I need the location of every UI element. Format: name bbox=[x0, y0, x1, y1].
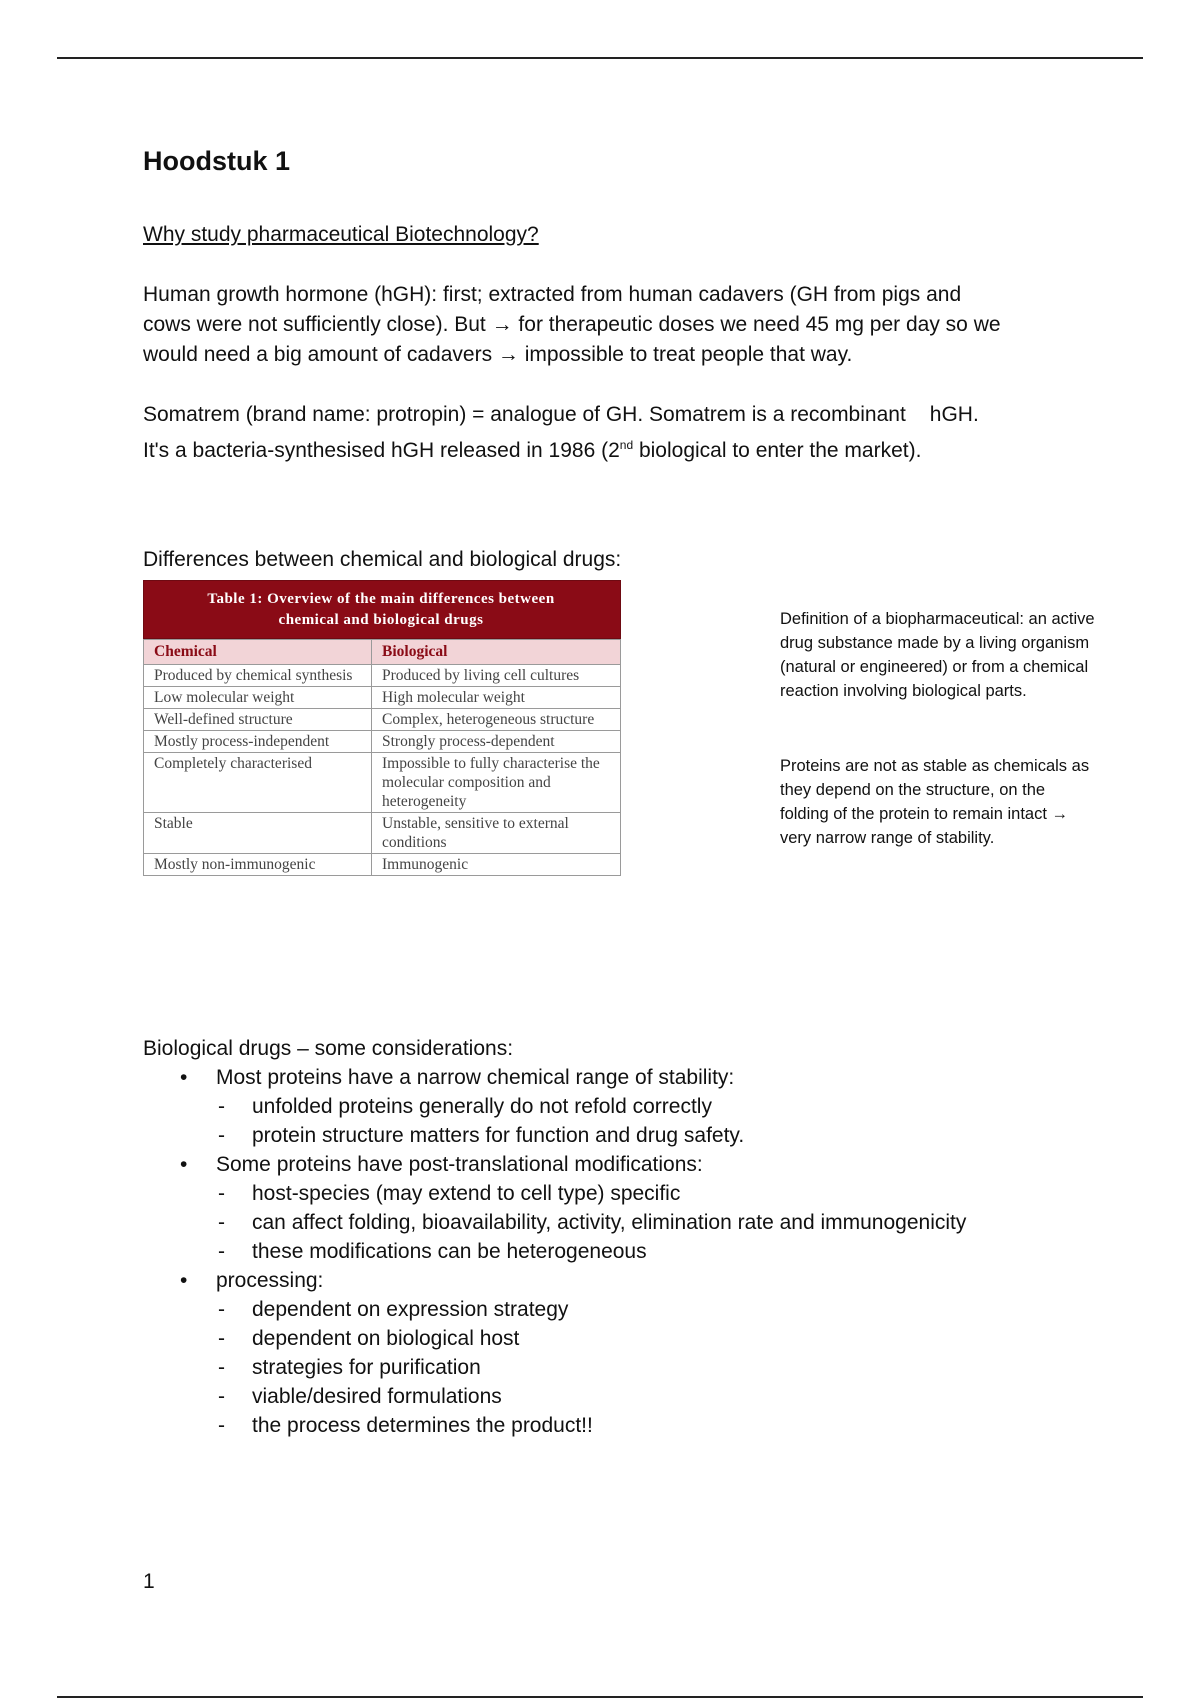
dash-icon: - bbox=[218, 1211, 225, 1234]
table-cell: Impossible to fully characterise the molecular composition and heterogeneity bbox=[372, 753, 621, 813]
list-item-label: Some proteins have post-translational modifications: bbox=[216, 1153, 703, 1176]
comparison-table-figure bbox=[143, 580, 621, 876]
sub-list-item bbox=[216, 1092, 966, 1121]
paragraph-text: hGH. bbox=[929, 403, 979, 426]
note-line: they depend on the structure, on the bbox=[780, 781, 1046, 799]
column-header-chemical: Chemical bbox=[144, 640, 372, 665]
table-row bbox=[144, 753, 621, 813]
considerations-section bbox=[143, 1034, 966, 1440]
sub-list-item bbox=[216, 1324, 966, 1353]
note-line: Proteins are not as stable as chemicals as bbox=[780, 757, 1090, 775]
sub-list-item-label: protein structure matters for function and drug safety. bbox=[252, 1124, 745, 1147]
paragraph-text: It's a bacteria-synthesised hGH released in 1986 (2 bbox=[143, 439, 620, 462]
biopharmaceutical-definition-note bbox=[780, 607, 1160, 703]
table-header-row bbox=[144, 640, 621, 665]
table-cell: Produced by chemical synthesis bbox=[144, 665, 372, 687]
dash-icon: - bbox=[218, 1182, 225, 1205]
sub-list-item bbox=[216, 1353, 966, 1382]
dash-icon: - bbox=[218, 1385, 225, 1408]
sub-list-item-label: dependent on expression strategy bbox=[252, 1298, 569, 1321]
table-row bbox=[144, 731, 621, 753]
table-cell: Completely characterised bbox=[144, 753, 372, 813]
paragraph-line bbox=[143, 430, 1083, 466]
table-cell: Complex, heterogeneous structure bbox=[372, 709, 621, 731]
table-cell: Well-defined structure bbox=[144, 709, 372, 731]
list-item bbox=[143, 1150, 966, 1266]
sub-list-item-label: viable/desired formulations bbox=[252, 1385, 502, 1408]
column-header-biological: Biological bbox=[372, 640, 621, 665]
paragraph-text: Somatrem (brand name: protropin) = analogue of GH. Somatrem is a recombinant bbox=[143, 403, 906, 426]
sub-list-item-label: the process determines the product!! bbox=[252, 1414, 593, 1437]
table-cell: Unstable, sensitive to external conditions bbox=[372, 813, 621, 854]
table-cell: Mostly non-immunogenic bbox=[144, 854, 372, 876]
sub-list-item-label: unfolded proteins generally do not refold correctly bbox=[252, 1095, 712, 1118]
table-caption bbox=[143, 580, 621, 639]
bottom-rule bbox=[57, 1696, 1143, 1698]
paragraph-text: biological to enter the market). bbox=[633, 439, 922, 462]
table-row bbox=[144, 709, 621, 731]
hgh-paragraph bbox=[143, 280, 1083, 370]
sub-list-item bbox=[216, 1179, 966, 1208]
sub-list-item bbox=[216, 1295, 966, 1324]
sub-list-item bbox=[216, 1208, 966, 1237]
note-line: Definition of a biopharmaceutical: an active bbox=[780, 610, 1095, 628]
comparison-table bbox=[143, 639, 621, 876]
sub-list-item-label: dependent on biological host bbox=[252, 1327, 520, 1350]
paragraph-line: cows were not sufficiently close). But → for therapeutic doses we need 45 mg per day so we bbox=[143, 313, 1001, 336]
protein-stability-note bbox=[780, 754, 1160, 850]
table-row bbox=[144, 813, 621, 854]
differences-label: Differences between chemical and biological drugs: bbox=[143, 548, 622, 571]
note-line: folding of the protein to remain intact → bbox=[780, 805, 1068, 823]
sub-list bbox=[216, 1179, 966, 1266]
sub-list-item-label: can affect folding, bioavailability, activity, elimination rate and immunogenicity bbox=[252, 1211, 967, 1234]
ordinal-suffix: nd bbox=[619, 438, 634, 452]
dash-icon: - bbox=[218, 1240, 225, 1263]
sub-list-item-label: host-species (may extend to cell type) specific bbox=[252, 1182, 681, 1205]
table-cell: Mostly process-independent bbox=[144, 731, 372, 753]
dash-icon: - bbox=[218, 1298, 225, 1321]
list-item bbox=[143, 1266, 966, 1440]
note-line: reaction involving biological parts. bbox=[780, 682, 1027, 700]
considerations-title: Biological drugs – some considerations: bbox=[143, 1037, 514, 1060]
dash-icon: - bbox=[218, 1414, 225, 1437]
note-line: (natural or engineered) or from a chemical bbox=[780, 658, 1089, 676]
page-heading: Hoodstuk 1 bbox=[143, 146, 291, 176]
sub-list bbox=[216, 1092, 966, 1150]
list-item-label: Most proteins have a narrow chemical range of stability: bbox=[216, 1066, 735, 1089]
sub-list-item bbox=[216, 1411, 966, 1440]
bullet-icon: • bbox=[180, 1153, 188, 1176]
page-number: 1 bbox=[143, 1570, 155, 1593]
somatrem-paragraph bbox=[143, 400, 1083, 466]
sub-list-item-label: these modifications can be heterogeneous bbox=[252, 1240, 647, 1263]
table-row bbox=[144, 854, 621, 876]
list-item bbox=[143, 1063, 966, 1150]
sub-list bbox=[216, 1295, 966, 1440]
table-caption-line: chemical and biological drugs bbox=[278, 612, 484, 628]
sub-list-item-label: strategies for purification bbox=[252, 1356, 481, 1379]
note-line: very narrow range of stability. bbox=[780, 829, 995, 847]
table-cell: Produced by living cell cultures bbox=[372, 665, 621, 687]
table-row bbox=[144, 687, 621, 709]
bullet-icon: • bbox=[180, 1269, 188, 1292]
dash-icon: - bbox=[218, 1124, 225, 1147]
dash-icon: - bbox=[218, 1327, 225, 1350]
paragraph-line: Human growth hormone (hGH): first; extracted from human cadavers (GH from pigs and bbox=[143, 283, 962, 306]
sub-list-item bbox=[216, 1382, 966, 1411]
table-cell: Stable bbox=[144, 813, 372, 854]
table-cell: High molecular weight bbox=[372, 687, 621, 709]
table-cell: Immunogenic bbox=[372, 854, 621, 876]
sub-list-item bbox=[216, 1121, 966, 1150]
considerations-list bbox=[143, 1063, 966, 1440]
dash-icon: - bbox=[218, 1095, 225, 1118]
note-line: drug substance made by a living organism bbox=[780, 634, 1090, 652]
table-cell: Low molecular weight bbox=[144, 687, 372, 709]
paragraph-line bbox=[143, 400, 1083, 430]
list-item-label: processing: bbox=[216, 1269, 324, 1292]
bullet-icon: • bbox=[180, 1066, 188, 1089]
table-row bbox=[144, 665, 621, 687]
table-cell: Strongly process-dependent bbox=[372, 731, 621, 753]
table-caption-line: Table 1: Overview of the main differences between bbox=[207, 591, 555, 607]
top-rule bbox=[57, 57, 1143, 59]
dash-icon: - bbox=[218, 1356, 225, 1379]
section-subheading: Why study pharmaceutical Biotechnology? bbox=[143, 223, 539, 246]
paragraph-line: would need a big amount of cadavers → impossible to treat people that way. bbox=[143, 343, 853, 366]
sub-list-item bbox=[216, 1237, 966, 1266]
